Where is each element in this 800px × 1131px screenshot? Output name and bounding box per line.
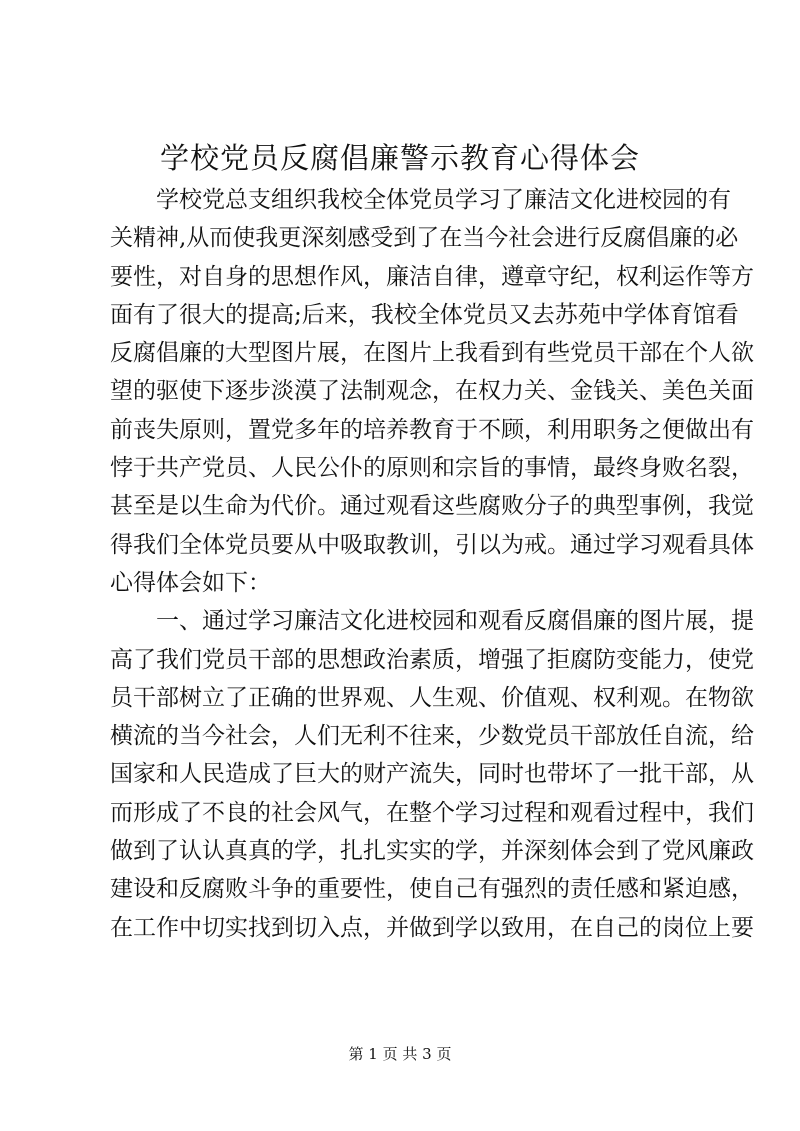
paragraph-line: 学校党总支组织我校全体党员学习了廉洁文化进校园的有 [156, 187, 731, 213]
paragraph-line: 悖于共产党员、人民公仆的原则和宗旨的事情，最终身败名裂， [110, 455, 754, 482]
paragraph-line: 甚至是以生命为代价。通过观看这些腐败分子的典型事例，我觉 [110, 493, 754, 520]
paragraph-line: 前丧失原则，置党多年的培养教育于不顾，利用职务之便做出有 [110, 416, 754, 443]
paragraph-line: 望的驱使下逐步淡漠了法制观念，在权力关、金钱关、美色关面 [110, 378, 754, 405]
paragraph-line: 得我们全体党员要从中吸取教训，引以为戒。通过学习观看具体 [110, 531, 754, 558]
document-body [110, 181, 754, 947]
paragraph-line: 员干部树立了正确的世界观、人生观、价值观、权利观。在物欲 [110, 684, 754, 711]
paragraph-line: 在工作中切实找到切入点，并做到学以致用，在自己的岗位上要 [110, 914, 754, 941]
paragraph-line: 关精神,从而使我更深刻感受到了在当今社会进行反腐倡廉的必 [110, 225, 739, 252]
document-title: 学校党员反腐倡廉警示教育心得体会 [159, 141, 640, 175]
paragraph-line: 要性，对自身的思想作风，廉洁自律，遵章守纪，权利运作等方 [110, 263, 754, 290]
paragraph-line: 而形成了不良的社会风气，在整个学习过程和观看过程中，我们 [110, 799, 754, 826]
paragraph-line: 高了我们党员干部的思想政治素质，增强了拒腐防变能力，使党 [110, 646, 754, 673]
paragraph-line: 横流的当今社会，人们无利不往来，少数党员干部放任自流，给 [110, 723, 754, 750]
paragraph-line: 反腐倡廉的大型图片展，在图片上我看到有些党员干部在个人欲 [110, 340, 754, 367]
paragraph-line: 一、通过学习廉洁文化进校园和观看反腐倡廉的图片展，提 [156, 608, 754, 635]
paragraph-line: 面有了很大的提高;后来，我校全体党员又去苏苑中学体育馆看 [110, 301, 739, 328]
paragraph-line: 国家和人民造成了巨大的财产流失，同时也带坏了一批干部，从 [110, 761, 754, 788]
paragraph-line: 做到了认认真真的学，扎扎实实的学，并深刻体会到了党风廉政 [110, 838, 754, 865]
page-number-footer: 第 1 页 共 3 页 [348, 1045, 452, 1063]
paragraph-line: 建设和反腐败斗争的重要性，使自己有强烈的责任感和紧迫感， [110, 876, 754, 903]
paragraph-line: 心得体会如下： [110, 569, 271, 596]
